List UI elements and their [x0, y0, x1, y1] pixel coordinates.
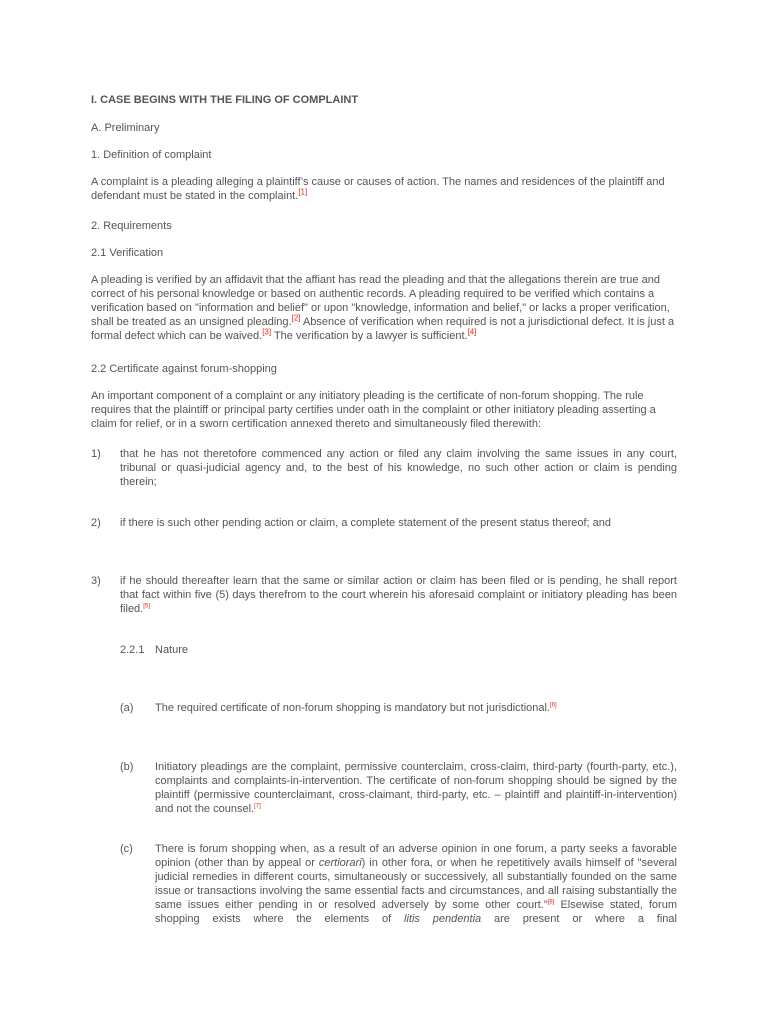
footnote-ref-6[interactable]: [6]	[550, 702, 557, 709]
list-item-text: if he should thereafter learn that the same or similar action or claim has been filed or is pending, he shall report that fact within five (5) days therefrom to the court wherein his aforesaid complaint or initiatory pleading has been filed.	[120, 575, 677, 615]
list-item-text: if there is such other pending action or claim, a complete statement of the present status thereof; and	[120, 517, 611, 529]
item-a	[155, 701, 677, 715]
chapter-heading: I. CASE BEGINS WITH THE FILING OF COMPLAINT	[91, 94, 359, 106]
verification-text-c: The verification by a lawyer is sufficient.	[271, 330, 468, 342]
complaint-definition-paragraph	[91, 175, 677, 203]
list-item	[120, 574, 677, 616]
verification-text-b: Absence of verification when required is not a jurisdictional defect. It is just a formal defect which can be waived.	[91, 316, 675, 342]
footnote-ref-5[interactable]: [5]	[143, 603, 150, 610]
list-item-text: that he has not theretofore commenced any action or filed any claim involving the same issues in any court, tribunal or quasi-judicial agency and, to the best of his knowledge, no such other action or claim is pending therein;	[120, 448, 677, 488]
section-2-1-heading: 2.1 Verification	[91, 247, 164, 259]
item-a-label: (a)	[120, 702, 134, 714]
item-b	[155, 760, 677, 816]
section-2-heading: 2. Requirements	[91, 220, 172, 232]
footnote-ref-7[interactable]: [7]	[254, 803, 261, 810]
footnote-ref-1[interactable]: [1]	[298, 187, 308, 197]
item-c-emphasis-certiorari: certiorari	[318, 857, 362, 869]
section-a-heading: A. Preliminary	[91, 122, 160, 134]
section-2-2-heading: 2.2 Certificate against forum-shopping	[91, 363, 277, 375]
item-c-text-1: There is forum shopping when, as a result of an adverse opinion in one forum, a party seeks a favorable opinion (other than by appeal or	[155, 843, 677, 869]
complaint-definition-text: A complaint is a pleading alleging a plaintiff’s cause or causes of action. The names and residences of the plaintiff and defendant must be stated in the complaint.	[91, 176, 665, 202]
footnote-ref-2[interactable]: [2]	[291, 313, 301, 323]
item-b-text: Initiatory pleadings are the complaint, permissive counterclaim, cross-claim, third-party (fourth-party, etc.), complaints and complaints-in-intervention. The certificate of non-forum shopping should be signed by the plaintiff (permissive counterclaimant, cross-claimant, third-party, etc. – plaintiff and plaintiff-in-intervention) and not the counsel.	[155, 761, 677, 815]
forum-shopping-intro-paragraph: An important component of a complaint or any initiatory pleading is the certificate of non-forum shopping. The rule requires that the plaintiff or principal party certifies under oath in the complaint or other initiatory pleading asserting a claim for relief, or in a sworn certification annexed thereto and simultaneously filed therewith:	[91, 390, 656, 430]
footnote-ref-8[interactable]: [8]	[547, 899, 555, 906]
item-c	[155, 842, 677, 926]
list-item-number: 3)	[91, 575, 101, 587]
item-c-emphasis-litis-pendentia: litis pendentia	[404, 913, 482, 925]
subsection-title: Nature	[155, 644, 189, 656]
footnote-ref-3[interactable]: [3]	[262, 327, 272, 337]
list-item-number: 2)	[91, 517, 101, 529]
section-1-heading: 1. Definition of complaint	[91, 149, 212, 161]
list-item-number: 1)	[91, 448, 101, 460]
item-c-label: (c)	[120, 843, 133, 855]
subsection-number: 2.2.1	[120, 644, 145, 656]
verification-paragraph	[91, 273, 677, 343]
item-c-text-3: Elsewise stated, forum shopping exists where the elements of	[155, 899, 677, 925]
item-c-text-4: are present or where a final	[481, 913, 677, 925]
verification-text-a: A pleading is verified by an affidavit that the affiant has read the pleading and that the allegations therein are true and correct of his personal knowledge or based on authentic records. A pleading required to be verified which contains a verification based on "information and belief" or upon "knowledge, information and belief," or lacks a proper verification, shall be treated as an unsigned pleading.	[91, 274, 670, 328]
item-a-text: The required certificate of non-forum shopping is mandatory but not jurisdictional.	[155, 702, 550, 714]
footnote-ref-4[interactable]: [4]	[467, 327, 477, 337]
item-c-text-2: ) in other fora, or when he repetitively avails himself of "several judicial remedies in different courts, simultaneously or successively, all substantially founded on the same issue or transactions involving the same essential facts and circumstances, and all raising substantially the same issues either pending in or resolved adversely by some other court."	[155, 857, 677, 911]
item-b-label: (b)	[120, 761, 134, 773]
